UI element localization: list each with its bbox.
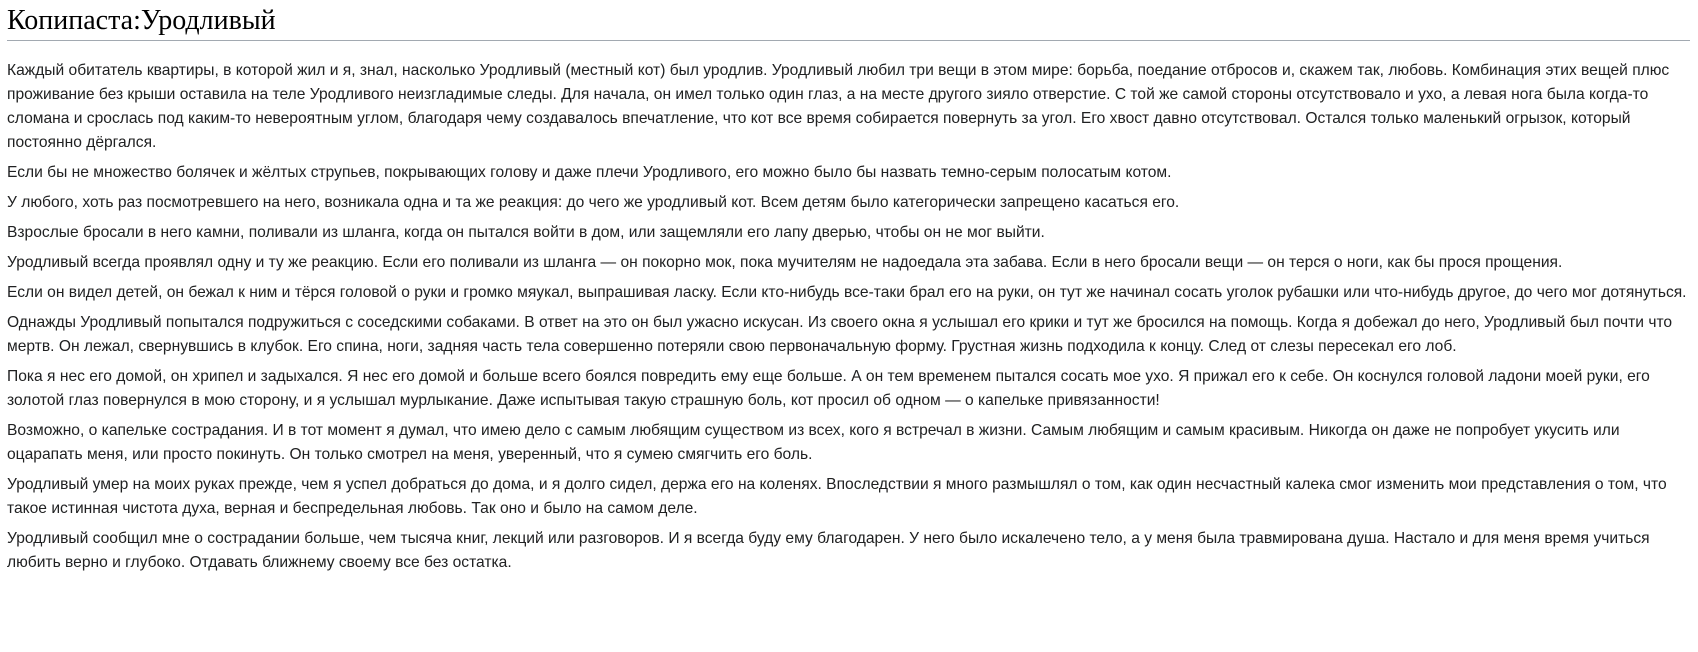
paragraph: Однажды Уродливый попытался подружиться с соседскими собаками. В ответ на это он был ужасно искусан. Из своего окна я услышал его крики и тут же бросился на помощь. Когда я добежал до него, Уродливый был почти что мертв. Он лежал, свернувшись в клубок. Его спина, ноги, задняя часть тела совершенно потеряли свою первоначальную форму. Грустная жизнь подходила к концу. След от слезы пересекал его лоб. (7, 314, 1673, 355)
paragraph: Пока я нес его домой, он хрипел и задыхался. Я нес его домой и больше всего боялся повредить ему еще больше. А он тем временем пытался сосать мое ухо. Я прижал его к себе. Он коснулся головой ладони моей руки, его золотой глаз повернулся в мою сторону, и я услышал мурлыкание. Даже испытывая такую страшную боль, кот просил об одном — о капельке привязанности! (7, 368, 1650, 409)
paragraph: Возможно, о капельке сострадания. И в тот момент я думал, что имею дело с самым любящим существом из всех, кого я встречал в жизни. Самым любящим и самым красивым. Никогда он даже не попробует укусить или оцарапать меня, или просто покинуть. Он только смотрел на меня, уверенный, что я сумею смягчить его боль. (7, 422, 1620, 463)
paragraph: Если бы не множество болячек и жёлтых струпьев, покрывающих голову и даже плечи Уродливого, его можно было бы назвать темно-серым полосатым котом. (7, 164, 1172, 181)
article-body (7, 59, 1690, 575)
page-title: Копипаста:Уродливый (7, 0, 1690, 41)
paragraph: Если он видел детей, он бежал к ним и тёрся головой о руки и громко мяукал, выпрашивая ласку. Если кто-нибудь все-таки брал его на руки, он тут же начинал сосать уголок рубашки или что-нибудь другое, до чего мог дотянуться. (7, 284, 1687, 301)
paragraph: Уродливый всегда проявлял одну и ту же реакцию. Если его поливали из шланга — он покорно мок, пока мучителям не надоедала эта забава. Если в него бросали вещи — он терся о ноги, как бы прося прощения. (7, 254, 1563, 271)
paragraph: Каждый обитатель квартиры, в которой жил и я, знал, насколько Уродливый (местный кот) был уродлив. Уродливый любил три вещи в этом мире: борьба, поедание отбросов и, скажем так, любовь. Комбинация этих вещей плюс проживание без крыши оставила на теле Уродливого неизгладимые следы. Для начала, он имел только один глаз, а на месте другого зияло отверстие. С той же самой стороны отсутствовало и ухо, а левая нога была когда-то сломана и срослась под каким-то невероятным углом, благодаря чему создавалось впечатление, что кот все время собирается повернуть за угол. Его хвост давно отсутствовал. Остался только маленький огрызок, который постоянно дёргался. (7, 62, 1670, 151)
paragraph: Взрослые бросали в него камни, поливали из шланга, когда он пытался войти в дом, или защемляли его лапу дверью, чтобы он не мог выйти. (7, 224, 1045, 241)
paragraph: Уродливый умер на моих руках прежде, чем я успел добраться до дома, и я долго сидел, держа его на коленях. Впоследствии я много размышлял о том, как один несчастный калека смог изменить мои представления о том, что такое истинная чистота духа, верная и беспредельная любовь. Так оно и было на самом деле. (7, 476, 1667, 517)
paragraph: У любого, хоть раз посмотревшего на него, возникала одна и та же реакция: до чего же уродливый кот. Всем детям было категорически запрещено касаться его. (7, 194, 1180, 211)
paragraph: Уродливый сообщил мне о сострадании больше, чем тысяча книг, лекций или разговоров. И я всегда буду ему благодарен. У него было искалечено тело, а у меня была травмирована душа. Настало и для меня время учиться любить верно и глубоко. Отдавать ближнему своему все без остатка. (7, 530, 1650, 571)
